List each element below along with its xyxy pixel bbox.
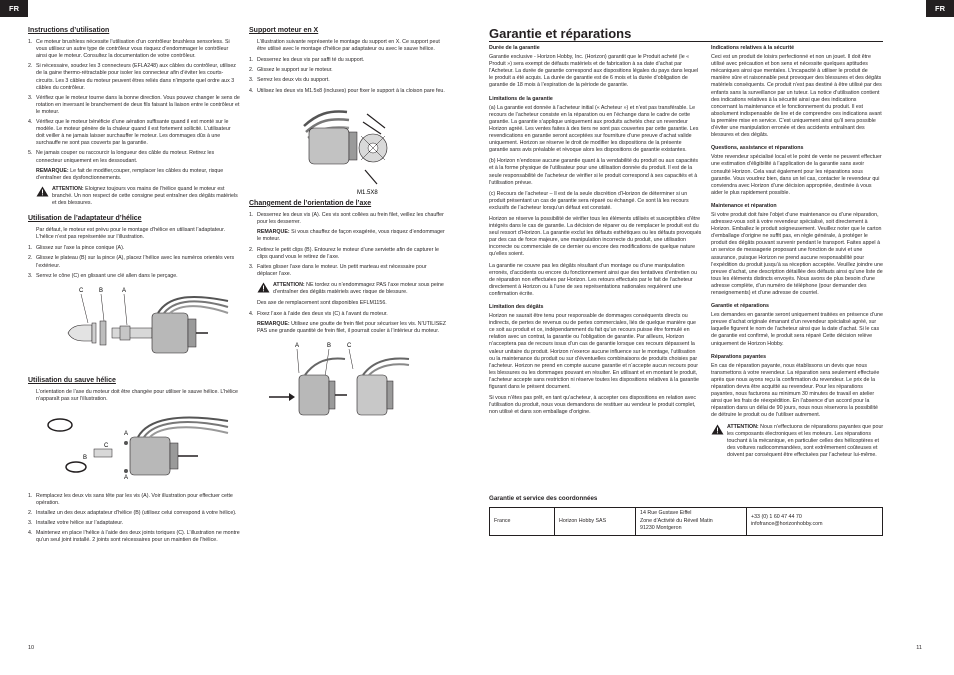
- item-text: Installez un des deux adaptateur d’hélice (B) (utilisez celui correspond à votre hélice).: [36, 510, 237, 517]
- warning-box: [28, 186, 240, 207]
- list-item: [28, 119, 240, 147]
- label-b: B: [99, 287, 104, 294]
- list-item: [249, 311, 448, 318]
- item-number: 3.: [28, 94, 33, 101]
- page-number-right: 11: [916, 645, 922, 651]
- contacts-title: Garantie et service des coordonnées: [489, 495, 598, 502]
- shaft-list-a: [249, 212, 448, 226]
- item-number: 2.: [249, 247, 254, 254]
- item-text: Faites glisser l’axe dans le moteur. Un petit marteau est nécessaire pour déplacer l’axe.: [257, 264, 427, 278]
- item-number: 1.: [28, 39, 33, 46]
- paragraph: Horizon se réserve la possibilité de vérifier tous les éléments utilisés et susceptibles d’être intégrés dans le cas de garantie. La décision de réparer ou de remplacer le produit est du seul ressort d’Horizon. La garantie exclut les défauts esthétiques ou les défauts provoqués par des cas de force majeure, une manipulation incorrecte du produit, une utilisation incorrecte ou commerciale de ce dernier ou encore des modifications de quelque nature qu’elles soient.: [489, 215, 702, 258]
- prop-saver-illustration: [28, 407, 240, 487]
- subsection-heading: Indications relatives à la sécurité: [711, 45, 795, 51]
- subsection-heading: Maintenance et réparation: [711, 202, 777, 209]
- label-b: B: [83, 455, 88, 461]
- item-number: 3.: [28, 520, 33, 527]
- list-item: [249, 88, 448, 95]
- item-text: Ce moteur brushless nécessite l’utilisation d’un contrôleur brushless sensorless. Si vous utilisez un autre type de contrôleur vous risquez d’endommager le contrôleur ainsi que le moteur. Consultez la documentation de votre contrôleur.: [36, 39, 230, 60]
- list-item: [28, 255, 240, 269]
- paragraph: Les demandes en garantie seront uniquement traitées en présence d’une preuve d’achat originale émanant d’un revendeur spécialisé agréé, sur laquelle figurent le nom de l’acheteur ainsi que la date d’achat. Si le cas de garantie est confirmé, le produit sera réparé Cette décision relève uniquement de Horizon Hobby.: [711, 312, 883, 347]
- label-c: C: [347, 343, 352, 350]
- remark-label: REMARQUE:: [257, 228, 290, 235]
- section-title-prop-saver: Utilisation du sauve hélice: [28, 376, 116, 384]
- item-text: Remplacez les deux vis sans tête par les vis (A). Voir illustration pour effectuer cette opération.: [36, 493, 233, 507]
- item-number: 1.: [249, 211, 254, 218]
- warning-box: [711, 424, 884, 459]
- contacts-table: [489, 507, 883, 536]
- item-number: 1.: [249, 57, 254, 64]
- item-text: Glissez sur l’axe la pince conique (A).: [36, 245, 125, 252]
- language-tab-right: FR: [926, 0, 954, 17]
- paragraph: Horizon ne saurait être tenu pour responsable de dommages conséquents directs ou indirects, de pertes de revenus ou de pertes commerciales, liés de quelque manière que ce soit au produit et ce, indépendamment du fait qu’un recours puisse être formulé en relation avec un contrat, la garantie ou l’obligation de garantie. Par ailleurs, Horizon n’acceptera pas de recours issus d’un cas de garantie lorsque ces recours dépassent la valeur unitaire du produit. Horizon n’exerce aucune influence sur le montage, l’utilisation ou la maintenance du produit ou sur d’éventuelles combinaisons de produits choisies par l’acheteur. Horizon ne prend en compte aucune garantie et n‘accepte aucun recours pour les blessures ou les dommages pouvant en résulter. En utilisant et en montant le produit, l’acheteur accepte sans restriction ni réserve toutes les dispositions relatives à la garantie figurant dans le présent document.: [489, 313, 699, 391]
- adapter-intro: Par défaut, le moteur est prévu pour le montage d’hélice en utilisant l’adaptateur. L’hélice n’est pas représentée sur l’illustration.: [36, 227, 226, 241]
- item-number: 3.: [249, 264, 254, 271]
- prop-saver-intro: L’orientation de l’axe du moteur doit être changée pour utiliser le sauve hélice. L’hélice n’apparaît pas sur l’illustration.: [36, 388, 238, 402]
- adapter-list: [28, 245, 240, 279]
- list-item: [28, 273, 240, 280]
- paragraph: En cas de réparation payante, nous établissons un devis que nous transmettons à votre revendeur. La réparation sera seulement effectuée après que nous ayons reçu la confirmation du revendeur. Le prix de la réparation devra être acquitté au revendeur. Pour les réparations payantes, nous facturons au minimum 30 minutes de travail en atelier ainsi que les frais de réexpédition. En l’absence d’un accord pour la réparation dans un délai de 90 jours, nous nous réservons la possibilité de détruire le produit ou de l’utiliser autrement.: [711, 362, 880, 419]
- section-title-instructions: Instructions d’utilisation: [28, 27, 110, 34]
- country-cell: France: [490, 508, 555, 536]
- paragraph: Votre revendeur spécialisé local et le point de vente ne peuvent effectuer une estimation d’éligibilité à l’application de la garantie sans avoir consulté Horizon. Cela vaut également pour les réparations sous garantie. Vous voudrez bien, dans un tel cas, contacter le revendeur qui conviendra avec Horizon d’une décision appropriée, destinée à vous aider le plus rapidement possible.: [711, 154, 882, 196]
- item-number: 1.: [28, 493, 33, 499]
- o-ring-top: [48, 419, 72, 431]
- warning-text: NE tordez ou n’endommagez PAS l’axe moteur sous peine d’entraîner des dégâts matériels avec risque de blessure.: [273, 281, 444, 295]
- o-ring-bottom: [66, 462, 86, 472]
- paragraph: Si votre produit doit faire l’objet d’une maintenance ou d’une réparation, adressez-vous soit à votre revendeur spécialisé, soit directement à Horizon. Emballez le produit soigneusement. Veuillez noter que le carton d’emballage d’origine ne suffit pas, en règle générale, à protéger le produit des dégâts pouvant survenir pendant le transport. Faites appel à un service de messagerie proposant une fonction de suivi et une assurance, puisque Horizon ne prend aucune responsabilité pour l’expédition du produit jusqu’à sa réception acceptée. Veuillez joindre une preuve d’achat, une description détaillée des défauts ainsi qu’une liste de tous les éléments distincts envoyés. Nous avons de plus besoin d’une adresse complète, d’un numéro de téléphone (pour demander des renseignements) et d’une adresse de courriel.: [711, 211, 883, 296]
- item-number: 4.: [28, 530, 33, 537]
- warning-icon: [711, 424, 724, 435]
- warning-label: ATTENTION:: [273, 281, 305, 288]
- shaft-list-c: [249, 311, 448, 318]
- list-item: [28, 245, 240, 252]
- subsection-heading: Garantie et réparations: [711, 303, 769, 310]
- item-text: Vérifiez que le moteur tourne dans la bonne direction. Vous pouvez changer le sens de rotation en inversant le branchement de deux fils faisant la liaison entre le contrôleur et le moteur.: [36, 94, 240, 115]
- address-line: 91230 Montgeron: [640, 525, 682, 531]
- warranty-column-2: [711, 45, 884, 463]
- x-mount-intro: L’illustration suivante représente le montage du support en X. Ce support peut être utilisé avec le montage d’hélice par adaptateur ou avec le sauve hélice.: [257, 39, 440, 53]
- item-text: Vérifiez que le moteur bénéficie d’une aération suffisante quand il est monté sur le modèle. Le moteur génère de la chaleur quand il est fortement sollicité. L’utilisateur doit veiller à ne jamais laisser surchauffer le moteur. Les dommages dûs à une surchauffe ne sont pas couverts par la garantie.: [36, 119, 231, 147]
- item-text: Desserrez les deux vis (A). Ces vis sont collées au frein filet, veillez les chauffer pour les desserrer.: [257, 211, 444, 225]
- subsection-heading: Limitation des dégâts: [489, 304, 544, 310]
- paragraph: (c) Recours de l’acheteur – Il est de la seule discrétion d‘Horizon de déterminer si un produit présentant un cas de garantie sera réparé ou échangé. Ce sont là les recours exclusifs de l’acheteur lorsqu’un défaut est constaté.: [489, 190, 689, 211]
- table-row: [490, 508, 883, 536]
- list-item: [28, 493, 240, 507]
- screw-label: M1.5X8: [357, 189, 378, 196]
- item-number: 5.: [28, 150, 33, 157]
- warning-box: [249, 282, 448, 296]
- subsection-heading: Réparations payantes: [711, 353, 767, 360]
- label-a: A: [295, 343, 300, 350]
- warning-icon: [36, 186, 49, 197]
- warning-icon: [257, 282, 270, 293]
- item-number: 3.: [28, 272, 33, 279]
- remark-text: Si vous chauffez de façon exagérée, vous risquez d’endommager le moteur.: [257, 228, 445, 243]
- item-text: Retirez le petit clips (B). Entourez le moteur d’une serviette afin de capturer le clips quand vous le retirez de l’axe.: [257, 247, 439, 261]
- warning-label: ATTENTION:: [727, 423, 759, 430]
- item-number: 2.: [28, 510, 33, 517]
- left-column: [28, 27, 240, 548]
- address-line: Zone d’Activité du Réveil Matin: [640, 517, 713, 524]
- list-item: [28, 150, 240, 164]
- list-item: [249, 247, 448, 261]
- list-item: [28, 63, 240, 91]
- remark-text: Le fait de modifier,couper, remplacer les câbles du moteur, risque d’entraîner des dysfonctionnements.: [36, 167, 224, 181]
- shaft-illustration: [249, 339, 448, 437]
- x-mount-illustration: [249, 98, 448, 196]
- list-item: [249, 264, 448, 278]
- paragraph: (a) La garantie est donnée à l’acheteur initial (« Acheteur ») et n’est pas transférable. Le recours de l’acheteur consiste en la réparation ou en l’échange dans le cadre de cette garantie. La garantie s’applique uniquement aux produits achetés chez un revendeur Horizon agréé. Les ventes faites à des tiers ne sont pas couvertes par cette garantie. Les revendications en garantie seront acceptées sur fourniture d’une preuve d’achat valide uniquement. Horizon se réserve le droit de modifier les dispositions de la présente garantie sans avis préalable et révoque alors les dispositions de garantie existantes.: [489, 104, 699, 154]
- item-number: 4.: [28, 119, 33, 126]
- remark-paragraph: [249, 229, 448, 243]
- item-number: 2.: [28, 63, 33, 70]
- label-b: B: [327, 343, 332, 350]
- warranty-column-1: [489, 45, 702, 420]
- item-text: Glissez le plateau (B) sur la pince (A), placez l’hélice avec les numéros orientés vers l’extérieur.: [36, 255, 235, 269]
- item-text: Si nécessaire, soudez les 3 connecteurs (EFLA248) aux câbles du contrôleur, utilisez de la gaine thermo-rétractable pour isoler les connecteur afin d’éviter les courts-circuits. Les 3 câbles du moteur peuvent êtres reliés dans n’importe quel ordre aux 3 câbles du contrôleur.: [36, 63, 236, 91]
- page-title: Garantie et réparations: [489, 26, 632, 41]
- section-title-x-mount: Support moteur en X: [249, 27, 319, 34]
- label-a: A: [122, 287, 127, 294]
- shaft-list-b: [249, 247, 448, 278]
- item-text: Serrez le cône (C) en glissant une clé allen dans le perçage.: [36, 272, 178, 279]
- list-item: [28, 520, 240, 527]
- subsection-heading: Limitations de la garantie: [489, 95, 553, 102]
- item-text: Serrez les deux vis du support.: [257, 77, 330, 84]
- prop-saver-list: [28, 493, 240, 545]
- middle-column: [249, 27, 448, 437]
- address-cell: [636, 508, 747, 536]
- item-number: 4.: [249, 87, 254, 94]
- item-number: 2.: [28, 255, 33, 262]
- paragraph: Si vous n’êtes pas prêt, en tant qu’acheteur, à accepter ces dispositions en relation avec l’utilisation du produit, nous vous demandons de restituer au vendeur le produit complet, non utilisé et dans son emballage d’origine.: [489, 395, 696, 416]
- language-tab-left: FR: [0, 0, 28, 17]
- section-title-adapter: Utilisation de l’adaptateur d’hélice: [28, 215, 142, 223]
- contact-cell: [747, 508, 883, 536]
- warning-text: Eloignez toujours vos mains de l’hélice quand le moteur est branché. Un non respect de cette consigne peut entraîner des dégâts matériels et des blessures.: [52, 185, 238, 206]
- subsection-heading: Questions, assistance et réparations: [711, 145, 804, 152]
- item-number: 4.: [249, 310, 254, 317]
- paragraph: La garantie ne couvre pas les dégâts résultant d’un montage ou d’une manipulation erronés, d’accidents ou encore du fonctionnement ainsi que des tentatives d’entretien ou de réparation non effectuées par Horizon. Les retours effectués par le fait de l’acheteur directement à Horizon ou à l’une de ses représentations nationales requièrent une confirmation écrite.: [489, 262, 697, 297]
- title-divider: [489, 41, 883, 42]
- remark-text: Utilisez une goutte de frein filet pour sécuriser les vis. N’UTILISEZ PAS une grande quantité de frein filet, il pourrait couler à l’intérieur du moteur.: [257, 320, 446, 334]
- address-line: 14 Rue Gustave Eiffel: [640, 510, 692, 516]
- item-text: Maintenez en place l’hélice à l’aide des deux joints toriques (C). L’illustration ne montre qu’un seul joint installé. 2 joints sont nécessaires pour un maintien de l’hélice.: [36, 530, 240, 544]
- label-a-bottom: A: [124, 475, 129, 481]
- prop-adapter-illustration: [28, 283, 240, 371]
- list-item: [249, 67, 448, 74]
- item-text: Glissez le support sur le moteur.: [257, 67, 333, 74]
- warning-label: ATTENTION:: [52, 185, 84, 192]
- spare-parts-note: Des axe de remplacement sont disponibles EFLM1156.: [257, 299, 387, 306]
- list-item: [249, 212, 448, 226]
- item-text: Desserrez les deux vis par saffi té du support.: [257, 57, 365, 64]
- label-a-top: A: [124, 431, 129, 437]
- list-item: [28, 39, 240, 60]
- section-title-shaft: Changement de l’orientation de l’axe: [249, 199, 372, 207]
- list-item: [28, 530, 240, 544]
- instructions-list: [28, 39, 240, 165]
- item-number: 3.: [249, 77, 254, 84]
- warning-text: Nous n’effectuons de réparations payantes que pour les composants électroniques et les moteurs. Les réparations touchant à la mécanique, en particulier celles des hélicoptères et des voitures radiocommandées, sont extrêmement coûteuses et doivent par conséquent être effectuées par l’acheteur lui-même.: [727, 423, 884, 458]
- list-item: [28, 95, 240, 116]
- remark-paragraph: [28, 168, 240, 182]
- x-mount-list: [249, 57, 448, 94]
- item-number: 2.: [249, 67, 254, 74]
- email-link[interactable]: infofrance@horizonhobby.com: [751, 521, 823, 528]
- item-text: Installez votre hélice sur l’adaptateur.: [36, 520, 124, 527]
- phone-number: +33 (0) 1 60 47 44 70: [751, 513, 802, 520]
- item-text: Fixez l’axe à l’aide des deux vis (C) à l’avant du moteur.: [257, 310, 388, 317]
- paragraph: Garantie exclusive - Horizon Hobby, Inc. (Horizon) garantit que le Produit acheté (le « Produit ») sera exempt de défauts matériels et de fabrication à sa date d’achat par l’Acheteur. La durée de garantie correspond aux dispositions légales du pays dans lequel le produit a été acquis. La durée de garantie est de 6 mois et la durée d’obligation de garantie de 18 mois à l’expiration de la période de garantie.: [489, 54, 699, 89]
- item-text: Utilisez les deux vis M1.5x8 (incluses) pour fixer le support à la cloison pare feu.: [257, 87, 445, 94]
- list-item: [249, 77, 448, 84]
- remark-label: REMARQUE:: [36, 167, 69, 174]
- label-c: C: [79, 287, 84, 294]
- list-item: [249, 57, 448, 64]
- label-c: C: [104, 443, 109, 449]
- remark-paragraph: [249, 321, 448, 335]
- company-cell: Horizon Hobby SAS: [555, 508, 636, 536]
- page-number-left: 10: [28, 645, 35, 651]
- item-number: 1.: [28, 245, 33, 252]
- subsection-heading: Durée de la garantie: [489, 45, 540, 51]
- remark-label: REMARQUE:: [257, 320, 290, 327]
- item-text: Ne jamais couper ou raccourcir la longueur des câble du moteur. Retirez les connecteur uniquement en les dessoudant.: [36, 150, 215, 164]
- paragraph: Ceci est un produit de loisirs perfectionné et non un jouet. Il doit être utilisé avec précaution et bon sens et nécessite quelques aptitudes mécaniques ainsi que mentales. L’incapacité à utiliser le produit de manière sûre et raisonnable peut provoquer des blessures et des dégâts matériels conséquents. Ce produit n’est pas destiné à être utilisé par des enfants sans la surveillance par un tuteur. La notice d’utilisation contient des indications relatives à la sécurité ainsi que des indications concernant la maintenance et le fonctionnement du produit. Il est absolument indispensable de lire et de comprendre ces indications avant la première mise en service. C’est uniquement ainsi qu’il sera possible d’éviter une manipulation erronée et des accidents entraînant des blessures et des dégâts.: [711, 54, 882, 139]
- paragraph: (b) Horizon n’endosse aucune garantie quant à la vendabilité du produit ou aux capacités et à la forme physique de l’utilisateur pour une utilisation donnée du produit. Il est de la seule responsabilité de l’acheteur de vérifier si le produit correspond à ses capacités et à l’utilisation prévue.: [489, 158, 699, 186]
- list-item: [28, 510, 240, 517]
